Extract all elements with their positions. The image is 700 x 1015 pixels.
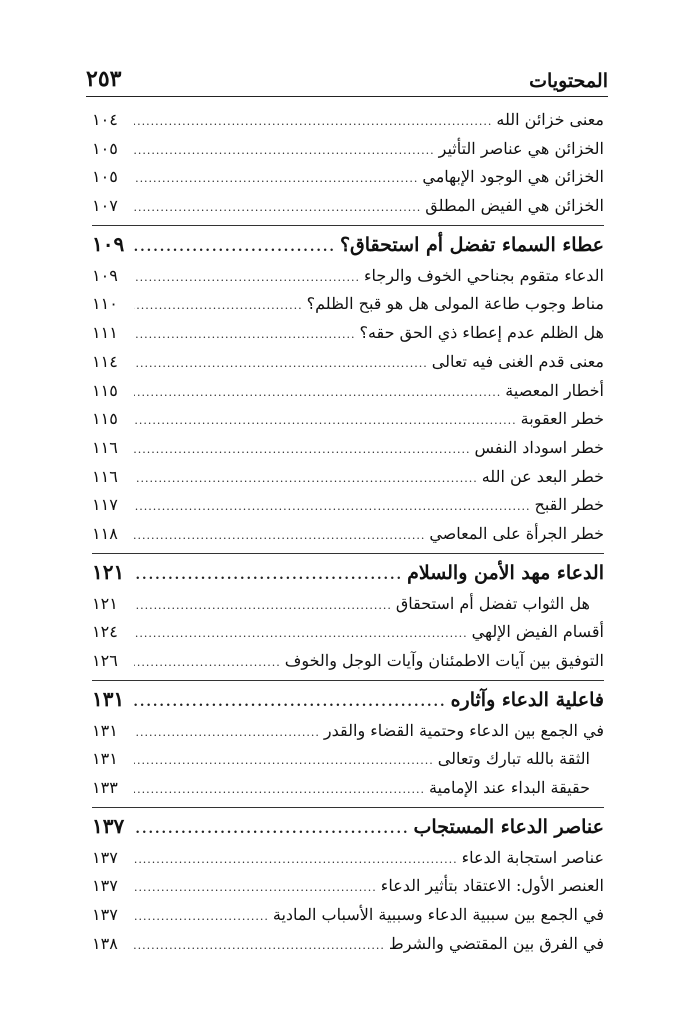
- dot-leader: [134, 264, 360, 292]
- toc-entry-label: هل الظلم عدم إعطاء ذي الحق حقه؟: [359, 323, 604, 343]
- section-heading-page-number: ١٠٩: [92, 231, 125, 256]
- toc-entry-label: حقيقة البداء عند الإمامية: [428, 778, 590, 798]
- toc-entry-page-number: ١٣٧: [92, 847, 118, 867]
- toc-entry-page-number: ١٣١: [92, 720, 118, 740]
- toc-entry: [92, 618, 604, 647]
- toc-entry-page-number: ١١٤: [92, 351, 118, 371]
- dot-leader: [134, 685, 447, 721]
- dot-leader: [134, 379, 501, 407]
- dot-leader: [134, 165, 418, 193]
- toc-entry-page-number: ١٢٤: [92, 622, 118, 642]
- toc-entry: [92, 872, 604, 901]
- dot-leader: [134, 436, 471, 464]
- toc-entry-label: في الجمع بين سببية الدعاء وسببية الأسباب المادية: [272, 905, 604, 925]
- dot-leader: [134, 903, 269, 931]
- toc-entry-page-number: ١١٥: [92, 380, 118, 400]
- dot-leader: [134, 874, 377, 902]
- toc-entry-page-number: ١٢١: [92, 593, 118, 613]
- toc-section: [92, 225, 604, 549]
- section-heading-label: عناصر الدعاء المستجاب: [413, 815, 604, 838]
- toc-entry-page-number: ١١٠: [92, 294, 118, 314]
- toc-entry-label: في الجمع بين الدعاء وحتمية القضاء والقدر: [323, 720, 604, 740]
- toc-entry-label: في الفرق بين المقتضي والشرط: [388, 933, 604, 953]
- toc-entry: [92, 106, 604, 135]
- toc-entry-page-number: ١١١: [92, 323, 118, 343]
- section-heading-page-number: ١٢١: [92, 559, 125, 584]
- toc-entry-label: خطر القبح: [534, 495, 604, 515]
- section-heading-label: الدعاء مهد الأمن والسلام: [407, 561, 604, 584]
- toc-entry-page-number: ١٠٧: [92, 196, 118, 216]
- toc-entry: [92, 463, 604, 492]
- toc-entry: [92, 590, 604, 619]
- toc-entry-label: خطر البعد عن الله: [481, 466, 604, 486]
- dot-leader: [134, 108, 492, 136]
- dot-leader: [134, 350, 428, 378]
- toc-entry-label: خطر العقوبة: [520, 409, 604, 429]
- toc-entry-label: التوفيق بين آيات الاطمئنان وآيات الوجل والخوف: [284, 651, 604, 670]
- toc-entry-label: أقسام الفيض الإلهي: [471, 622, 604, 642]
- toc-entry-label: عناصر استجابة الدعاء: [461, 847, 604, 867]
- toc-entry-page-number: ١٠٥: [92, 167, 118, 187]
- dot-leader: [134, 812, 410, 848]
- section-heading: [92, 680, 604, 717]
- toc-section: [92, 553, 604, 676]
- toc-entry-label: أخطار المعصية: [505, 380, 604, 400]
- toc-entry: [92, 647, 604, 676]
- page-number: ٢٥٣: [86, 66, 122, 92]
- toc-entry-label: الخزائن هي الوجود الإبهامي: [422, 167, 604, 187]
- dot-leader: [134, 620, 468, 648]
- toc-entry-page-number: ١١٦: [92, 437, 118, 457]
- toc-section: [92, 807, 604, 959]
- dot-leader: [134, 846, 458, 874]
- toc-entry-page-number: ١١٧: [92, 495, 118, 515]
- toc-entry-label: خطر اسوداد النفس: [474, 437, 604, 457]
- toc-entry-page-number: ١٠٥: [92, 138, 118, 158]
- toc-entry: [92, 262, 604, 291]
- dot-leader: [134, 747, 434, 775]
- toc-section: [92, 106, 604, 221]
- toc-entry: [92, 774, 604, 803]
- toc-entry: [92, 290, 604, 319]
- toc-entry-page-number: ١١٨: [92, 523, 118, 543]
- table-of-contents: [92, 106, 604, 959]
- toc-entry-page-number: ١١٥: [92, 409, 118, 429]
- toc-entry: [92, 163, 604, 192]
- dot-leader: [134, 493, 531, 521]
- page-title: المحتويات: [529, 70, 608, 92]
- dot-leader: [134, 719, 320, 747]
- toc-entry-label: مناط وجوب طاعة المولى هل هو قبح الظلم؟: [306, 294, 604, 314]
- toc-entry-page-number: ١٣٧: [92, 876, 118, 896]
- dot-leader: [134, 522, 425, 550]
- toc-entry: [92, 319, 604, 348]
- toc-entry: [92, 377, 604, 406]
- dot-leader: [134, 230, 336, 266]
- toc-entry-page-number: ١٣٧: [92, 905, 118, 925]
- toc-entry: [92, 745, 604, 774]
- toc-entry-label: هل الثواب تفضل أم استحقاق: [395, 593, 590, 613]
- toc-entry-page-number: ١٠٩: [92, 265, 118, 285]
- section-heading: [92, 553, 604, 590]
- section-heading: [92, 225, 604, 262]
- toc-entry-label: خطر الجرأة على المعاصي: [429, 523, 604, 543]
- toc-entry: [92, 930, 604, 959]
- toc-entry: [92, 348, 604, 377]
- toc-entry: [92, 520, 604, 549]
- section-heading-label: فاعلية الدعاء وآثاره: [450, 688, 604, 711]
- toc-entry-label: الخزائن هي الفيض المطلق: [425, 196, 604, 216]
- page-header: [86, 62, 608, 97]
- section-heading: [92, 807, 604, 844]
- toc-entry-label: الثقة بالله تبارك وتعالى: [437, 749, 590, 769]
- toc-entry: [92, 135, 604, 164]
- toc-entry-page-number: ١١٦: [92, 466, 118, 486]
- dot-leader: [134, 194, 421, 222]
- section-heading-label: عطاء السماء تفضل أم استحقاق؟: [339, 233, 604, 256]
- toc-entry-label: معنى قدم الغنى فيه تعالى: [431, 351, 604, 371]
- dot-leader: [134, 558, 403, 594]
- toc-entry-label: العنصر الأول: الاعتقاد بتأثير الدعاء: [380, 876, 604, 896]
- toc-entry-page-number: ١٠٤: [92, 110, 118, 129]
- toc-entry-label: الخزائن هي عناصر التأثير: [438, 138, 604, 158]
- toc-entry: [92, 491, 604, 520]
- dot-leader: [134, 137, 435, 165]
- toc-entry-label: معنى خزائن الله: [496, 110, 604, 129]
- toc-entry-label: الدعاء متقوم بجناحي الخوف والرجاء: [363, 265, 604, 285]
- dot-leader: [134, 932, 385, 960]
- section-heading-page-number: ١٣١: [92, 686, 125, 711]
- toc-entry: [92, 192, 604, 221]
- dot-leader: [134, 649, 281, 677]
- dot-leader: [134, 592, 392, 620]
- dot-leader: [134, 321, 355, 349]
- toc-entry-page-number: ١٣٨: [92, 933, 118, 953]
- dot-leader: [134, 776, 425, 804]
- toc-entry-page-number: ١٣١: [92, 749, 118, 769]
- dot-leader: [134, 465, 478, 493]
- toc-entry: [92, 844, 604, 873]
- toc-entry: [92, 434, 604, 463]
- toc-section: [92, 680, 604, 803]
- dot-leader: [134, 407, 517, 435]
- toc-entry: [92, 901, 604, 930]
- toc-entry-page-number: ١٢٦: [92, 651, 118, 670]
- section-heading-page-number: ١٣٧: [92, 813, 125, 838]
- toc-entry: [92, 405, 604, 434]
- dot-leader: [134, 292, 303, 320]
- toc-entry-page-number: ١٣٣: [92, 778, 118, 798]
- toc-entry: [92, 717, 604, 746]
